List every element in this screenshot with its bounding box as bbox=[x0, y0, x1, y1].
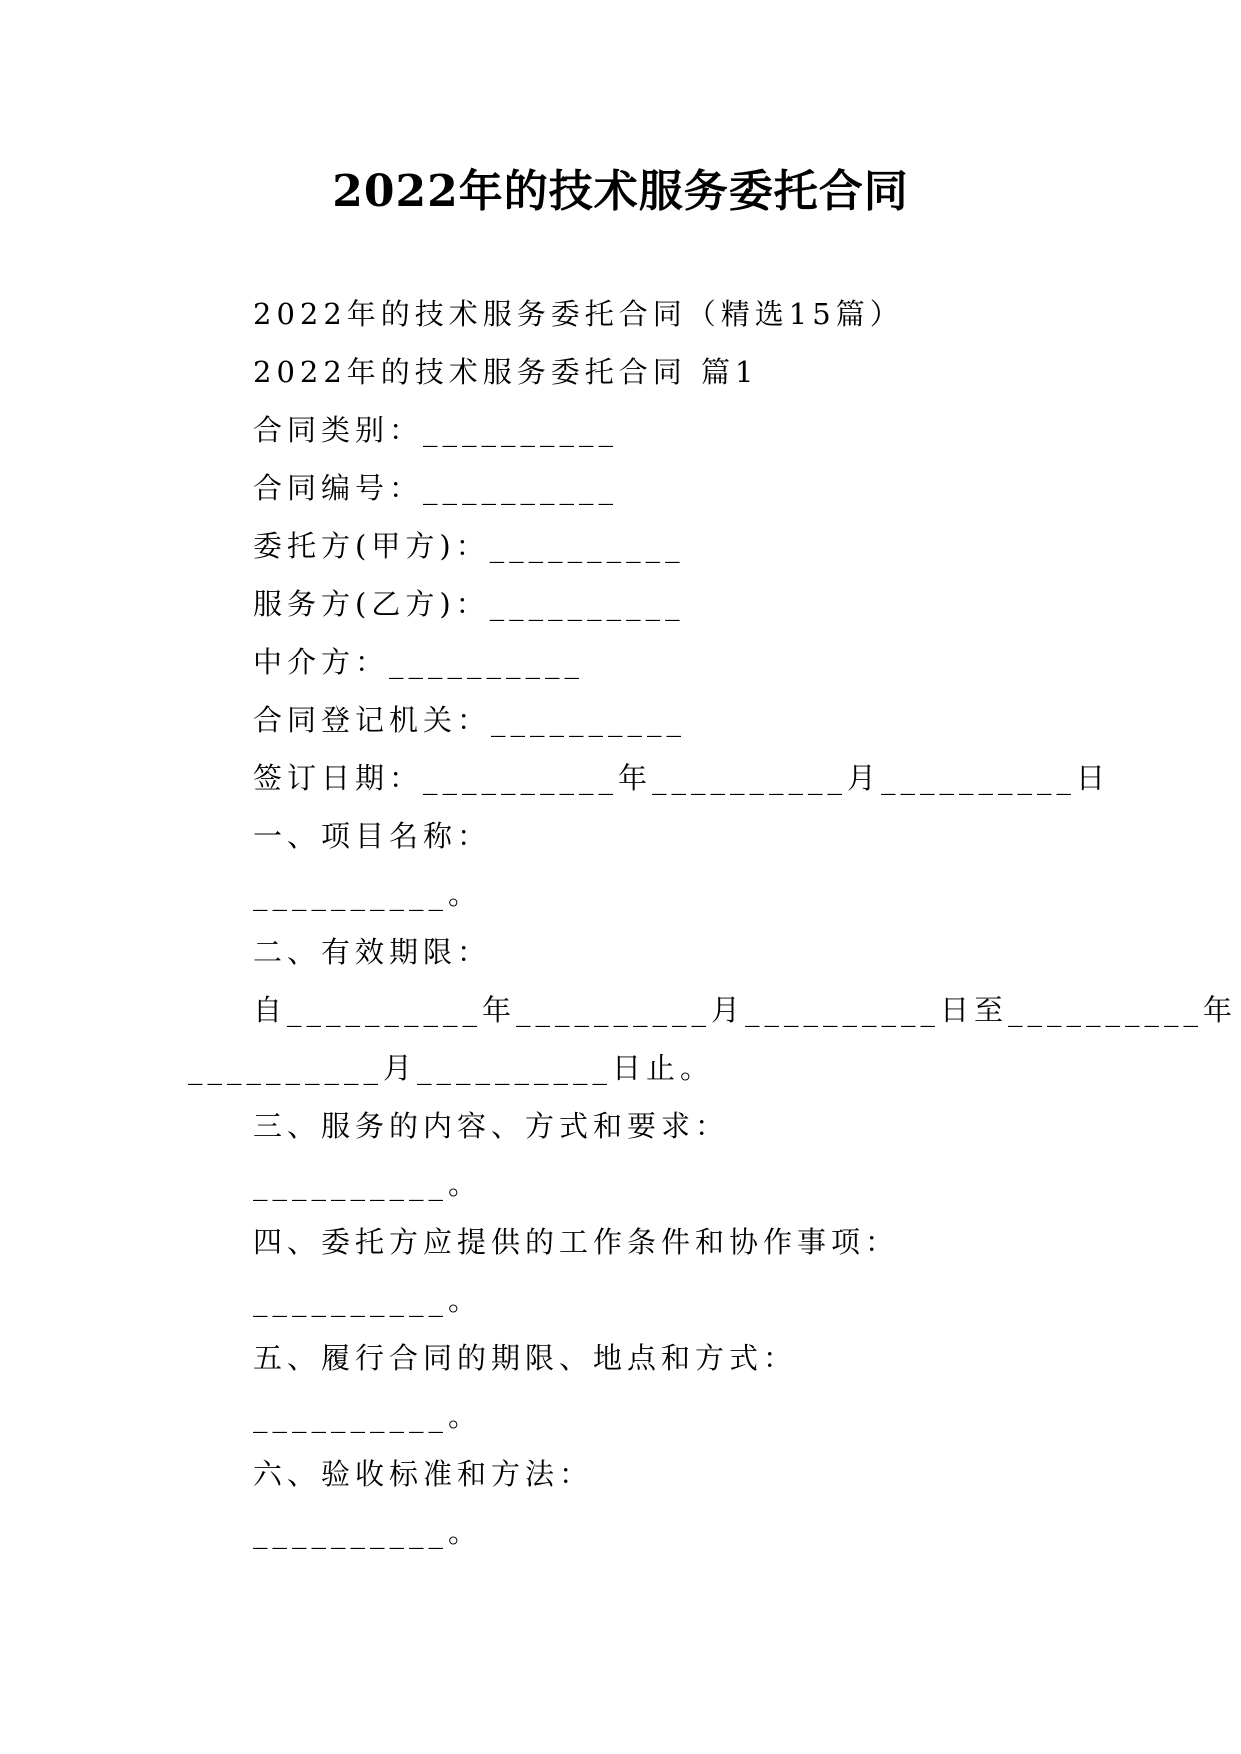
clause-blank-5: __________。 bbox=[253, 1399, 483, 1433]
clause-heading-1: 一、项目名称： bbox=[253, 819, 492, 853]
clause-heading-4: 四、委托方应提供的工作条件和协作事项： bbox=[253, 1225, 900, 1259]
clause-heading-3: 三、服务的内容、方式和要求： bbox=[253, 1109, 730, 1143]
clause-blank-6: __________。 bbox=[253, 1515, 483, 1549]
clause-blank-1: __________。 bbox=[253, 877, 483, 911]
service-party-line: 服务方(乙方)：__________ bbox=[253, 587, 685, 621]
clause-heading-5: 五、履行合同的期限、地点和方式： bbox=[253, 1341, 798, 1375]
contract-category-line: 合同类别：__________ bbox=[253, 413, 619, 447]
clause-heading-6: 六、验收标准和方法： bbox=[253, 1457, 594, 1491]
validity-period-line-cont: __________月__________日止。 bbox=[188, 1051, 715, 1085]
clause-blank-4: __________。 bbox=[253, 1283, 483, 1317]
section-heading: 2022年的技术服务委托合同 篇1 bbox=[253, 355, 759, 389]
clause-blank-3: __________。 bbox=[253, 1167, 483, 1201]
contract-number-line: 合同编号：__________ bbox=[253, 471, 619, 505]
document-title: 2022年的技术服务委托合同 bbox=[332, 166, 909, 217]
registration-authority-line: 合同登记机关：__________ bbox=[253, 703, 687, 737]
validity-period-line: 自__________年__________月__________日至__________年 bbox=[253, 993, 1238, 1027]
clause-heading-2: 二、有效期限： bbox=[253, 935, 492, 969]
signing-date-line: 签订日期：__________年__________月__________日 bbox=[253, 761, 1111, 795]
client-party-line: 委托方(甲方)：__________ bbox=[253, 529, 685, 563]
document-subtitle: 2022年的技术服务委托合同（精选15篇） bbox=[253, 297, 904, 331]
intermediary-line: 中介方：__________ bbox=[253, 645, 585, 679]
